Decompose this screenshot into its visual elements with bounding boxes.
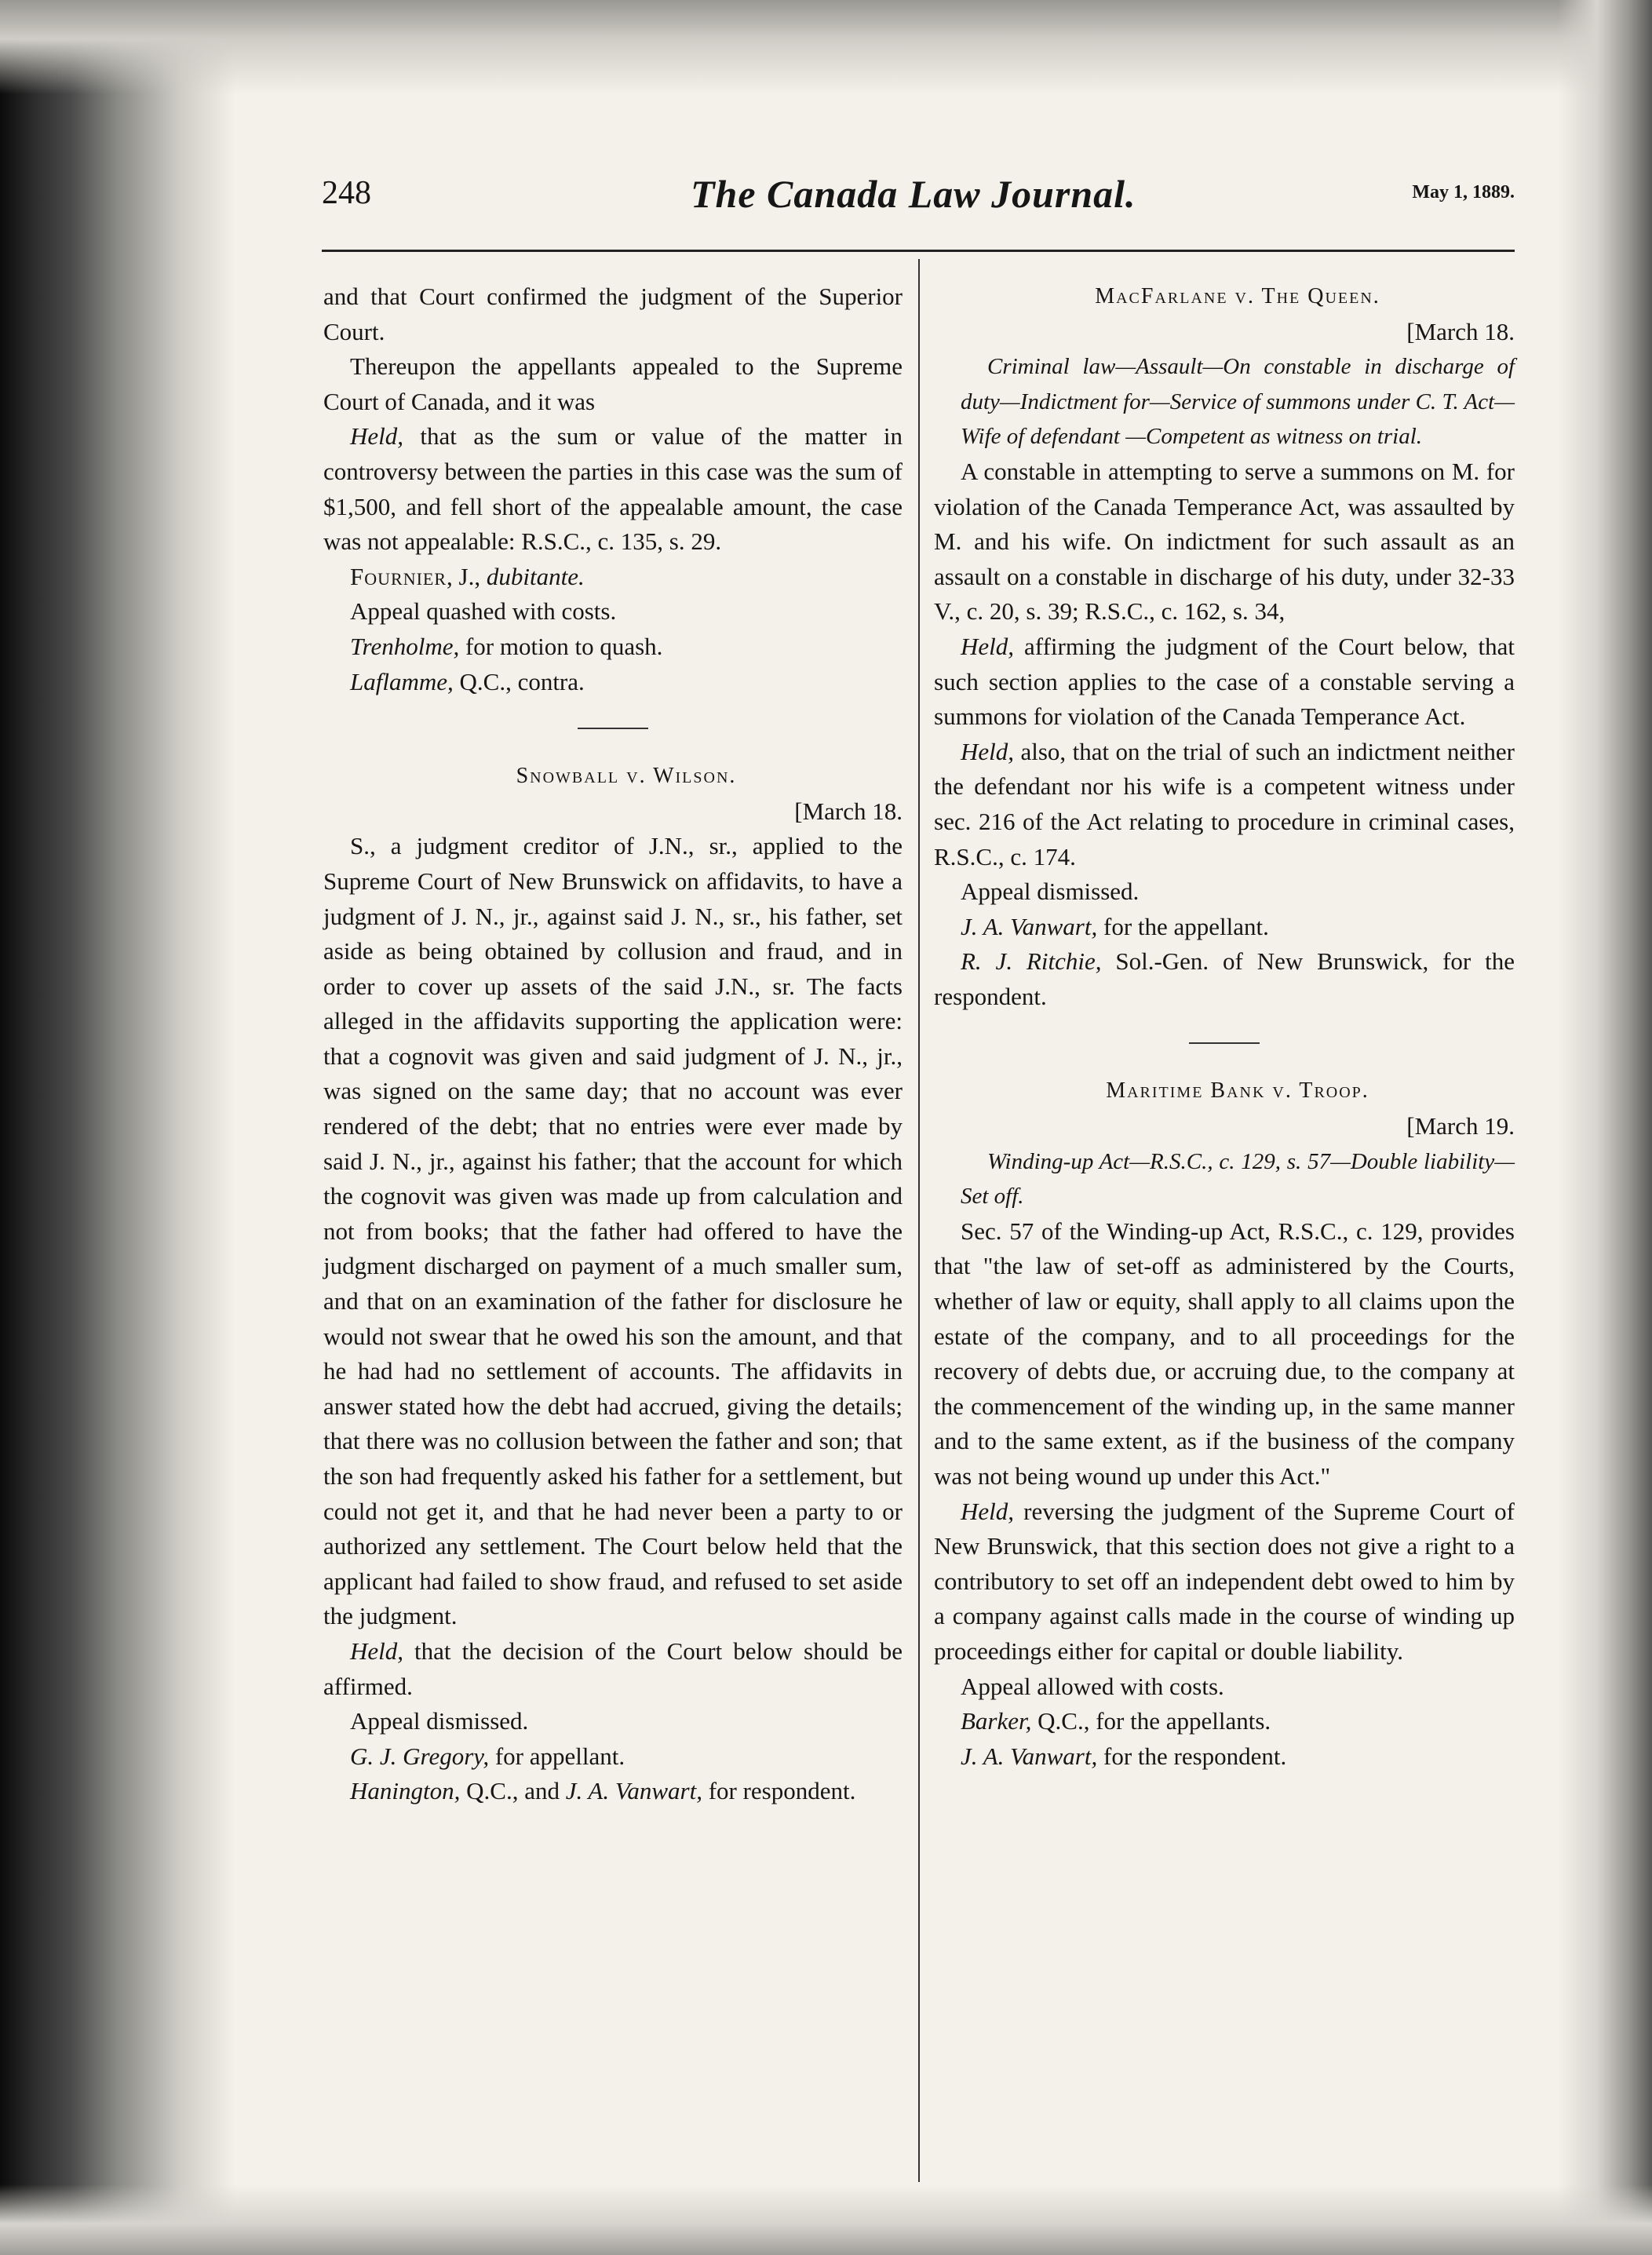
judge-name: Fournier [350,562,447,590]
held-label: Held, [961,1497,1015,1525]
counsel-role: Q.C., for the appellants. [1031,1707,1271,1735]
counsel-name: J. A. Vanwart, [565,1777,702,1805]
paragraph-counsel [934,1739,1515,1775]
counsel-role: for respondent. [702,1777,856,1805]
judge-note: dubitante. [486,562,585,590]
issue-date: May 1, 1889. [1412,182,1515,203]
paragraph-disposition: Appeal dismissed. [350,1707,529,1735]
section-rule [1189,1042,1260,1044]
paragraph-counsel [934,944,1515,1014]
scan-shadow-bottom [0,2184,1652,2255]
scan-shadow-top [0,0,1652,94]
held-label: Held, [350,1637,404,1665]
held-text: reversing the judgment of the Supreme Court of New Brunswick, that this section does not give a right to a contributory to set off an independent debt owed to him by a company against calls made in the course of winding up proceedings either for capital or double liability. [934,1497,1515,1665]
scan-shadow-left [0,0,235,2255]
paragraph-counsel [934,910,1515,945]
section-rule [578,728,648,729]
case-headnote: Winding-up Act—R.S.C., c. 129, s. 57—Double liability—Set off. [961,1148,1515,1210]
right-column [934,279,1515,1774]
held-label: Held, [961,632,1015,660]
paragraph-counsel [323,1739,903,1775]
held-text: that the decision of the Court below should be affirmed. [323,1637,903,1700]
paragraph-counsel [934,1704,1515,1739]
case-title: MacFarlane v. The Queen. [1095,284,1380,308]
paragraph-continuation: and that Court confirmed the judgment of the Superior Court. [323,283,903,345]
journal-title: The Canada Law Journal. [691,172,1136,216]
counsel-name: Hanington, [350,1777,461,1805]
scan-shadow-right [1558,0,1652,2255]
counsel-name: J. A. Vanwart, [961,912,1098,940]
counsel-role: for motion to quash. [459,632,663,660]
paragraph-held [934,735,1515,874]
column-divider [918,259,920,2182]
counsel-name: R. J. Ritchie, [961,947,1102,976]
counsel-role: Sol.-Gen. of New Brunswick, for the respondent. [934,947,1515,1010]
counsel-role: Q.C., contra. [453,667,585,695]
held-text: that as the sum or value of the matter in controversy between the parties in this case was the sum of $1,500, and fell short of the appealable amount, the case was not appealable: R.S.C., c. 135, s. 29. [323,422,903,556]
counsel-name: Barker, [961,1707,1032,1735]
held-label: Held, [961,737,1015,765]
counsel-role: for the respondent. [1097,1742,1287,1770]
paragraph-facts: A constable in attempting to serve a summons on M. for violation of the Canada Temperance Act, was assaulted by M. and his wife. On indictment for such assault as an assault on a constable in discharge of his duty, under 32-33 V., c. 20, s. 39; R.S.C., c. 162, s. 34, [934,457,1515,626]
case-title: Snowball v. Wilson. [516,764,737,789]
case-title: Maritime Bank v. Troop. [1106,1078,1369,1104]
counsel-role: Q.C., and [460,1777,566,1805]
paragraph-fournier [323,560,903,595]
paragraph-disposition: Appeal dismissed. [961,878,1140,906]
held-text: affirming the judgment of the Court below, that such section applies to the case of a constable serving a summons for violation of the Canada Temperance Act. [934,632,1515,731]
counsel-name: J. A. Vanwart, [961,1742,1098,1770]
paragraph-held [934,1494,1515,1669]
counsel-name: Trenholme, [350,632,460,660]
paragraph-held [934,629,1515,735]
paragraph-disposition: Appeal quashed with costs. [350,597,617,626]
paragraph-facts: S., a judgment creditor of J.N., sr., applied to the Supreme Court of New Brunswick on affidavits, to have a judgment of J. N., jr., against said J. N., sr., his father, set aside as being obtained by collusion and fraud, and in order to cover up assets of the said J.N., sr. The facts alleged in the affidavits supporting the application were: that a cognovit was given and said judgment of J. N., jr., was signed on the same day; that no account was ever rendered of the debt; that no entries were ever made by said J. N., jr., against his father; that the account for which the cognovit was given was made up from calculation and not from books; that the father had offered to have the judgment discharged on payment of a much smaller sum, and that on an examination of the father for disclosure he would not swear that he owed his son the amount, and that he had had no settlement of accounts. The affidavits in answer stated how the debt had accrued, giving the details; that there was no collusion between the father and son; that the son had frequently asked his father for a settlement, but could not get it, and that he had never been a party to or authorized any settlement. The Court below held that the applicant had failed to show fraud, and refused to set aside the judgment. [323,832,903,1630]
counsel-name: Laflamme, [350,667,454,695]
left-column [323,279,903,1809]
case-date: [March 19. [1406,1112,1515,1140]
paragraph-counsel [323,629,903,665]
case-date: [March 18. [1406,317,1515,345]
running-header [322,171,1515,226]
held-text: also, that on the trial of such an indictment neither the defendant nor his wife is a competent witness under sec. 216 of the Act relating to procedure in criminal cases, R.S.C., c. 174. [934,737,1515,870]
paragraph-held [323,419,903,559]
paragraph-counsel [323,665,903,700]
held-label: Held, [350,422,404,451]
counsel-name: G. J. Gregory, [350,1742,490,1770]
paragraph-appeal: Thereupon the appellants appealed to the Supreme Court of Canada, and it was [323,352,903,415]
case-headnote: Criminal law—Assault—On constable in discharge of duty—Indictment for—Service of summons under C. T. Act—Wife of defendant —Competent as witness on trial. [961,354,1515,450]
case-date: [March 18. [794,797,903,825]
paragraph-held [323,1634,903,1704]
counsel-role: for appellant. [489,1742,625,1770]
paragraph-facts: Sec. 57 of the Winding-up Act, R.S.C., c. 129, provides that "the law of set-off as administered by the Courts, whether of law or equity, shall apply to all claims upon the estate of the company, and to all proceedings for the recovery of debts due, or accruing due, to the company at the commencement of the winding up, in the same manner and to the same extent, as if the business of the company was not being wound up under this Act." [934,1217,1515,1490]
page-number: 248 [322,175,371,211]
paragraph-disposition: Appeal allowed with costs. [961,1672,1224,1700]
counsel-role: for the appellant. [1097,912,1269,940]
header-rule [322,250,1515,252]
paragraph-counsel [323,1774,903,1809]
judge-suffix: , J., [447,562,487,590]
